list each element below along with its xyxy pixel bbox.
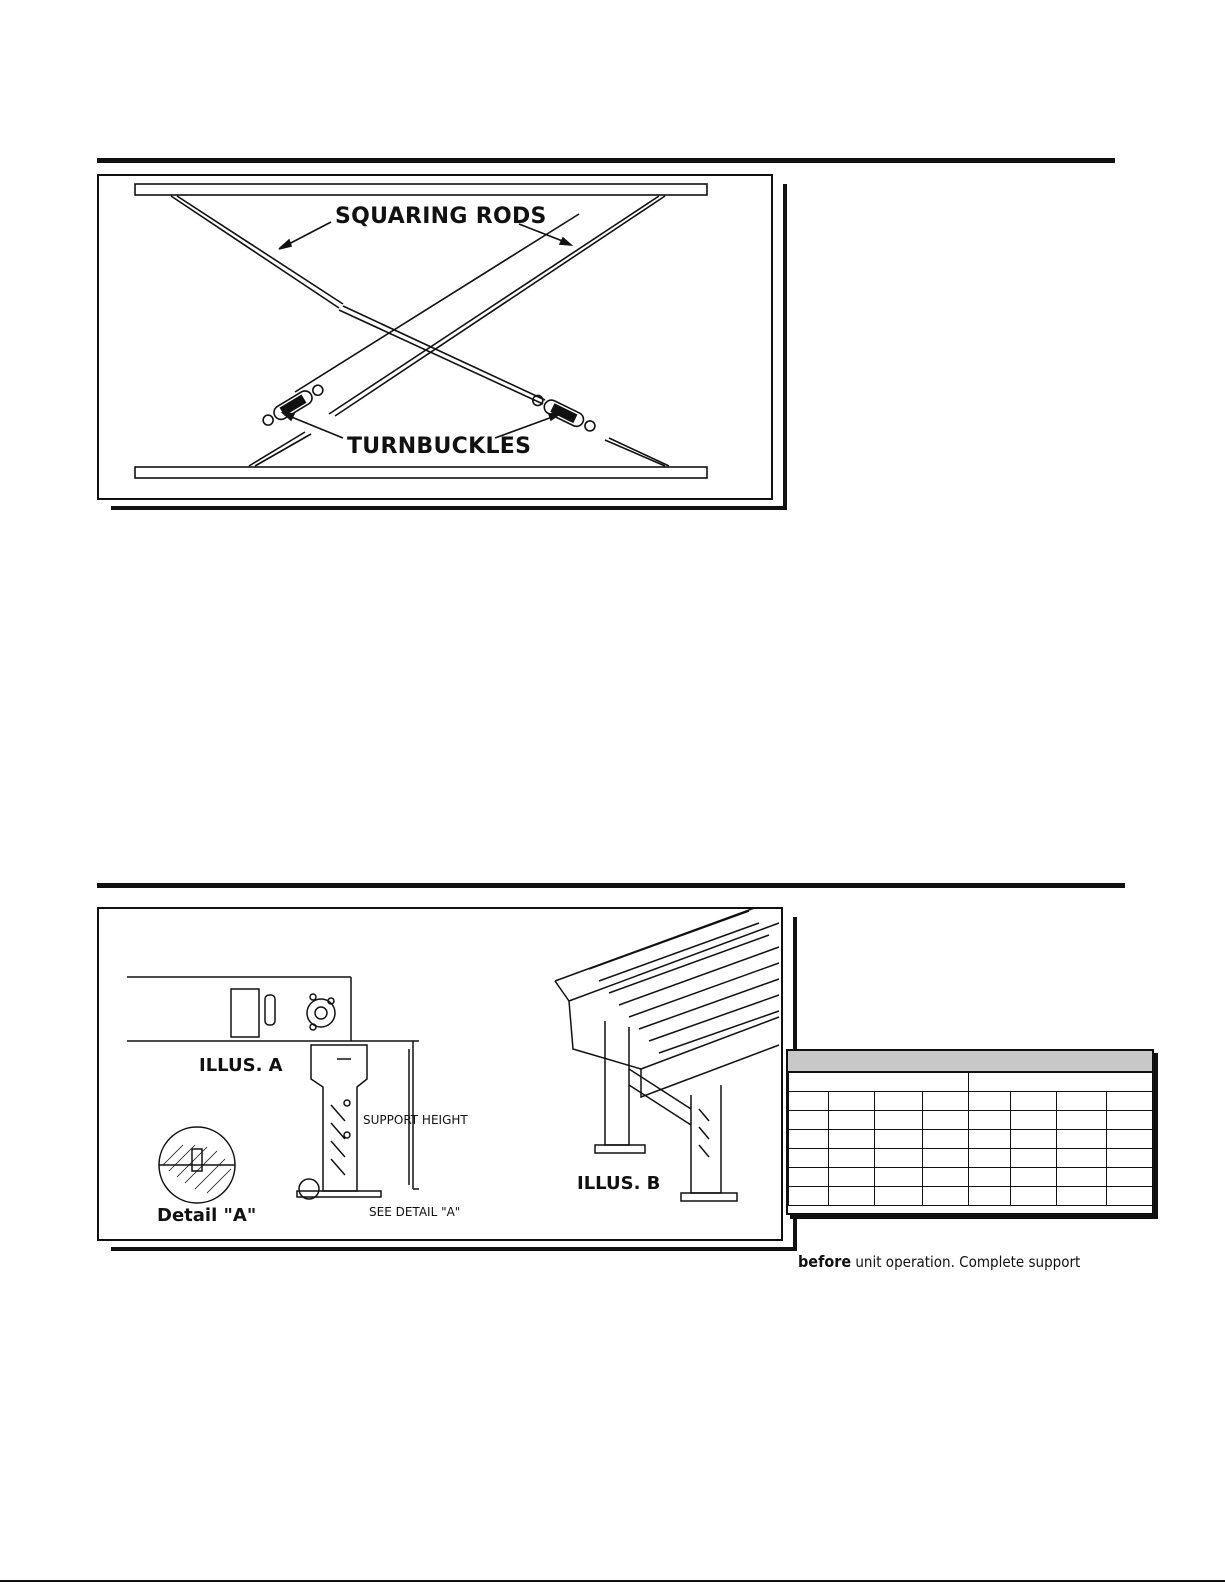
table-row [789,1130,1153,1149]
table-row [789,1187,1153,1206]
body-bold-word: before [798,1252,852,1271]
figure-supports [97,907,783,1241]
detail-a-label: Detail "A" [157,1205,257,1226]
section-rule-top [97,158,1115,163]
illus-b-label: ILLUS. B [577,1173,661,1194]
body-rest-text: unit operation. Complete support [851,1253,1081,1271]
section-rule-middle [97,883,1125,888]
figure-squaring-rods [97,174,773,500]
support-table [786,1049,1154,1215]
table-row [789,1092,1153,1111]
table-cell [969,1073,1153,1092]
see-detail-a-label: SEE DETAIL "A" [369,1205,461,1219]
table-row [789,1149,1153,1168]
table-subheader-row [789,1073,1153,1092]
page-bottom-rule [0,1580,1225,1582]
support-table-grid [788,1072,1153,1206]
table-cell [789,1073,969,1092]
body-paragraph [798,1252,1080,1271]
squaring-rods-label: SQUARING RODS [335,204,547,229]
turnbuckles-label: TURNBUCKLES [347,434,532,459]
illus-a-label: ILLUS. A [199,1055,283,1076]
table-row [789,1168,1153,1187]
support-height-label: SUPPORT HEIGHT [363,1113,468,1127]
support-table-header [788,1051,1152,1072]
table-row [789,1111,1153,1130]
